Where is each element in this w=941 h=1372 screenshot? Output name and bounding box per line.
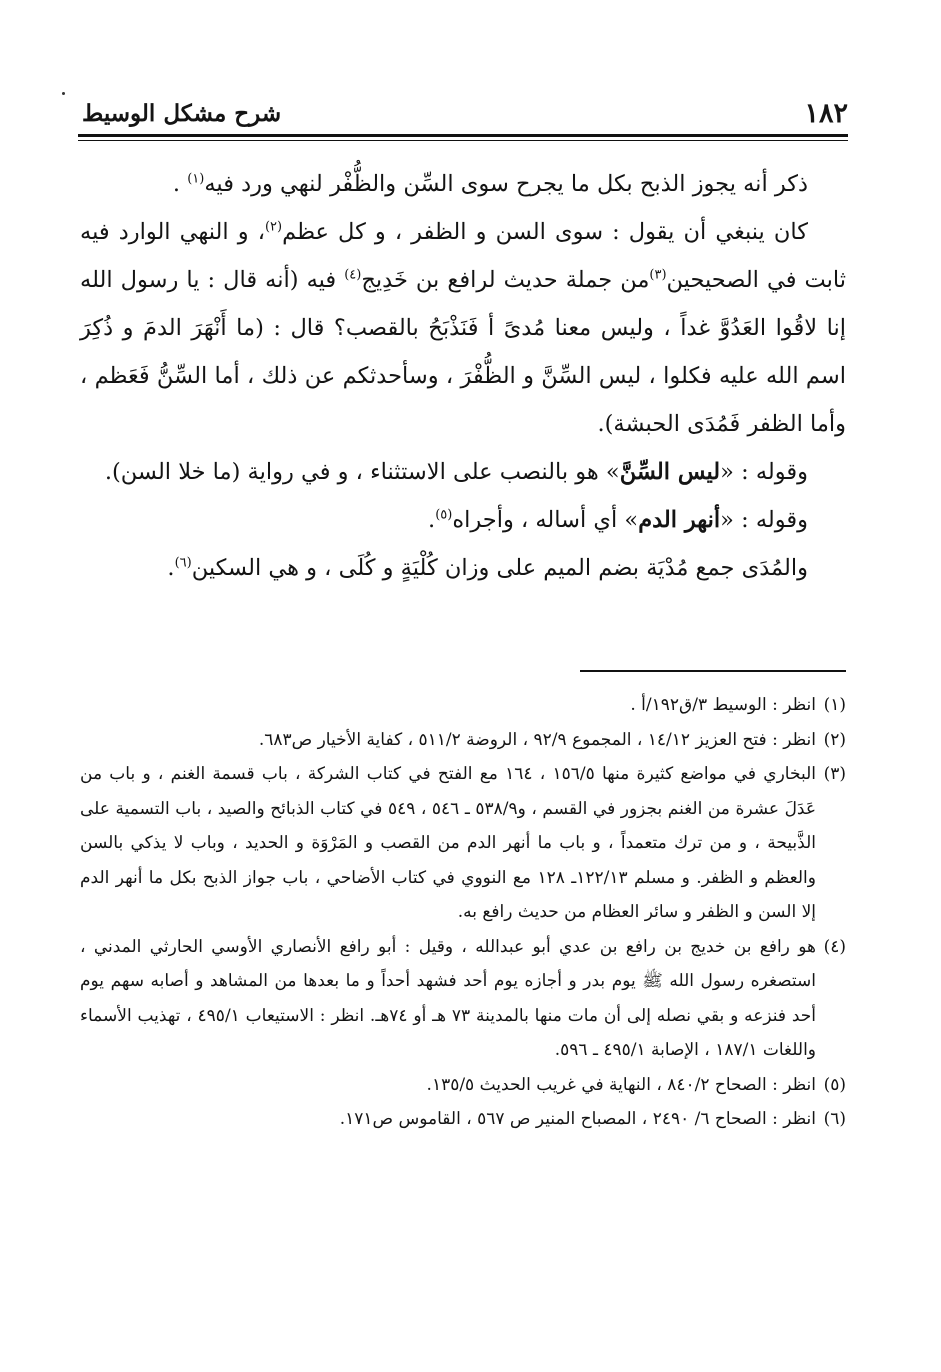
paragraph-2: كان ينبغي أن يقول : سوى السن و الظفر ، و كل عظم$^{(٢)}$، و النهي الوارد فيه ثابت في الصحيحين$^{(٣)}$من جملة حديث لرافع بن خَدِيج$^{(٤)}$ فيه (أنه قال : يا رسول الله إنا لاقُوا العَدُوَّ غداً ، وليس معنا مُدىً أ فَنَذْبَحُ بالقصب؟ قال : (ما أَنْهَرَ الدمَ و ذُكِرَ اسم الله عليه فكلوا ، ليس السِّنَّ و الظُّفْرَ ، وسأحدثكم عن ذلك ، أما السِّنُّ فَعَظم ، وأما الظفر فَمُدَى الحبشة). bbox=[80, 219, 846, 437]
footnote-ref-1: (١) bbox=[187, 171, 205, 187]
footnote-1: (١) انظر : الوسيط ٣/ق١٩٢/أ . bbox=[630, 695, 846, 715]
book-title: شرح مشكل الوسيط bbox=[82, 100, 282, 127]
footnote-3: (٣) البخاري في مواضع كثيرة منها ١٥٦/٥ ، ١٦٤ مع الفتح في كتاب الشركة ، باب قسمة الغنم ، و باب من عَدَلَ عشرة من الغنم بجزور في القسم ، و٥٣٨/٩ ـ ٥٤٦ ، ٥٤٩ في كتاب الذبائح والصيد ، باب التسمية على الذَّبيحة ، و من ترك متعمداً ، و باب ما أنهر الدم من القصب و المَرْوَة و الحديد ، وباب لا يذكي بالسن والعظم و الظفر. و مسلم ١٢٢/١٣ـ ١٢٨ مع النووي في كتاب الأضاحي ، باب جواز الذبح بكل ما أنهر الدم إلا السن و الظفر و سائر العظام من حديث رافع به. bbox=[80, 764, 846, 922]
paragraph-1: ذكر أنه يجوز الذبح بكل ما يجرح سوى السِّن والظُّفْر لنهي ورد فيه$^{(١)}$ . bbox=[172, 171, 808, 197]
footnotes bbox=[80, 688, 846, 1137]
footnote-ref-4: (٤) bbox=[344, 267, 362, 283]
page-number: ١٨٢ bbox=[804, 98, 848, 129]
footnote-ref-6: (٦) bbox=[174, 555, 192, 571]
header-rule-thick bbox=[78, 134, 848, 137]
main-text bbox=[80, 160, 846, 592]
page-header bbox=[78, 96, 848, 136]
footnote-2: (٢) انظر : فتح العزيز ١٤/١٢ ، المجموع ٩٢/٩ ، الروضة ٥١١/٢ ، كفاية الأخيار ص٦٨٣. bbox=[258, 729, 846, 750]
footnote-ref-5: (٥) bbox=[435, 507, 453, 523]
quoted-term-2: أنهر الدم bbox=[638, 507, 721, 533]
footnote-5: (٥) انظر : الصحاح ٨٤٠/٢ ، النهاية في غريب الحديث ١٣٥/٥. bbox=[426, 1074, 846, 1095]
header-rule-thin bbox=[78, 140, 848, 141]
paragraph-3: وقوله : «ليس السِّنَّ» هو بالنصب على الاستثناء ، و في رواية (ما خلا السن). bbox=[104, 459, 808, 485]
footnote-4: (٤) هو رافع بن خديج بن رافع بن عدي أبو عبدالله ، وقيل : أبو رافع الأنصاري الأوسي الحارثي المدني ، استصغره رسول الله ﷺ يوم بدر و أجازه يوم أحد فشهد أحداً و ما بعدها من المشاهد و أصابه سهم يوم أحد فنزعه و بقي نصله إلى أن مات منها بالمدينة ٧٣ هـ أو ٧٤هـ. انظر : الاستيعاب ٤٩٥/١ ، تهذيب الأسماء واللغات ١٨٧/١ ، الإصابة ٤٩٥/١ ـ ٥٩٦. bbox=[80, 936, 846, 1060]
footnote-ref-2: (٢) bbox=[264, 219, 283, 235]
scan-speck bbox=[62, 92, 65, 95]
footnote-ref-3: (٣) bbox=[649, 267, 667, 283]
quoted-term-1: ليس السِّنَّ bbox=[619, 459, 721, 485]
footnote-separator bbox=[580, 670, 846, 672]
paragraph-4: وقوله : «أنهر الدم» أي أساله ، وأجراه$^{(٥)}$. bbox=[428, 507, 808, 533]
footnote-6: (٦) انظر : الصحاح ٦/ ٢٤٩٠ ، المصباح المنير ص ٥٦٧ ، القاموس ص١٧١. bbox=[339, 1109, 846, 1129]
paragraph-5: والمُدَى جمع مُدْيَة بضم الميم على وزان كُلْيَةٍ و كُلَى ، و هي السكين$^{(٦)}$. bbox=[167, 555, 808, 581]
